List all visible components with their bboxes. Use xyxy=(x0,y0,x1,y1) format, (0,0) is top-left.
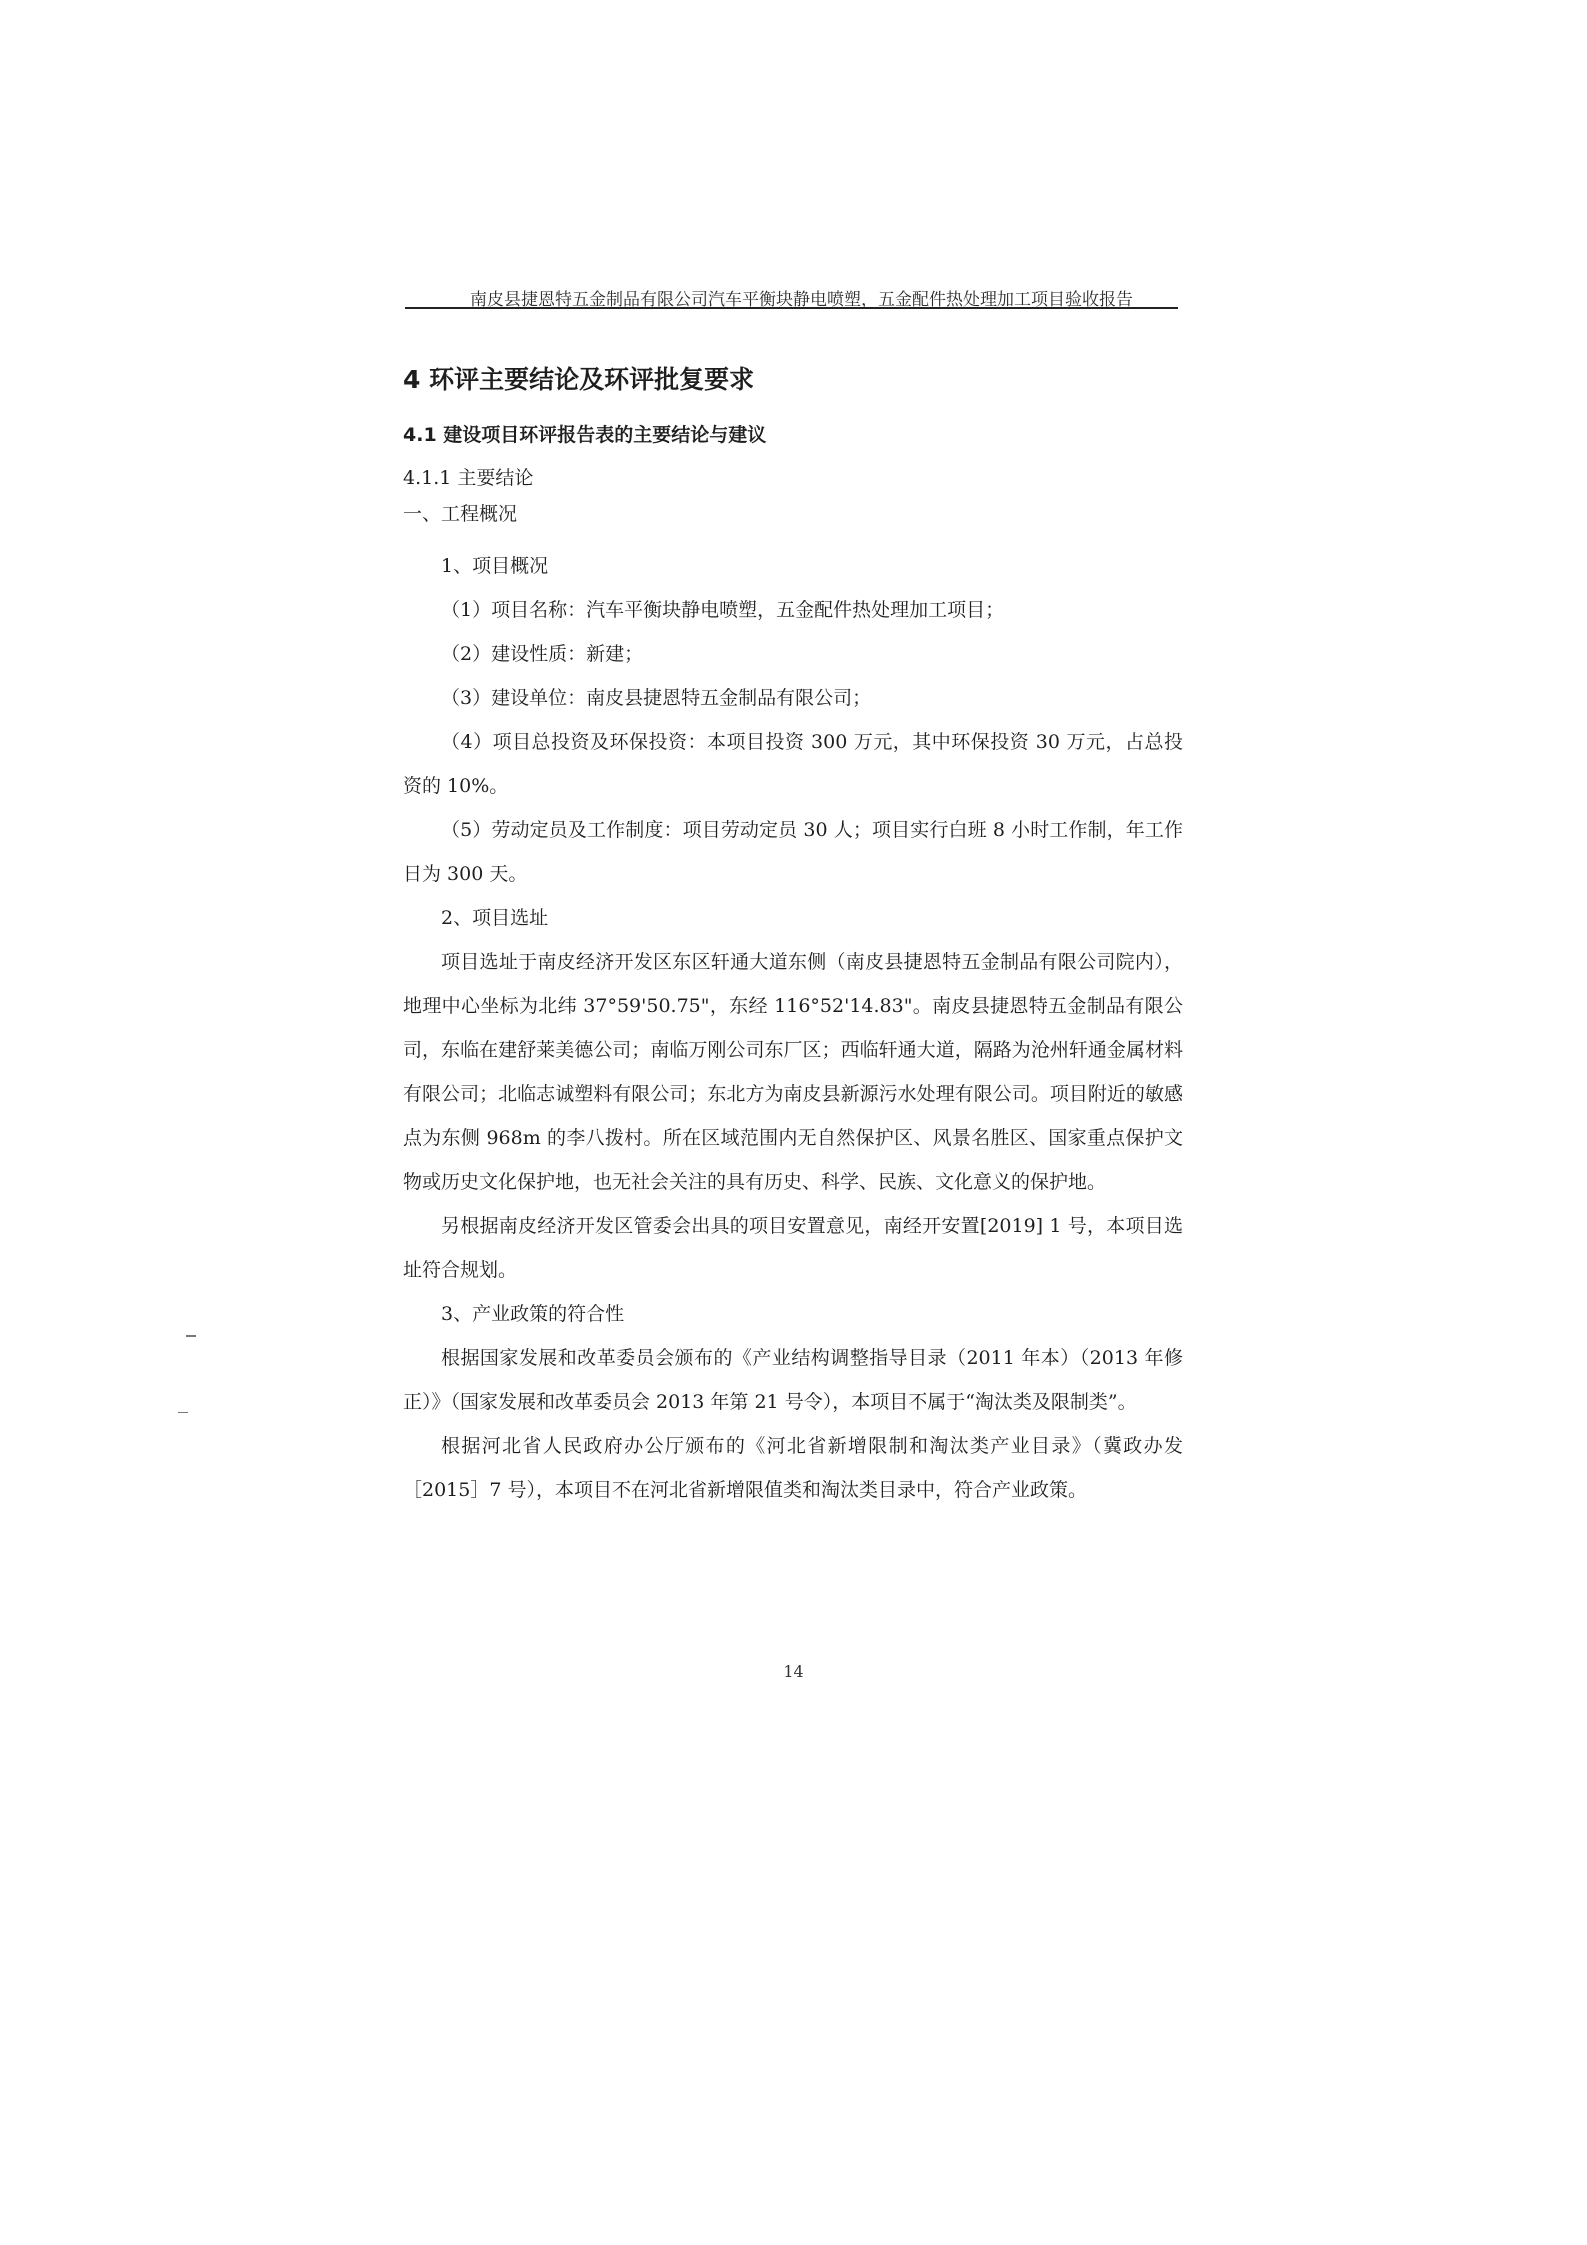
document-body xyxy=(403,362,1183,1512)
paragraph-provincial-policy: 根据河北省人民政府办公厅颁布的《河北省新增限制和淘汰类产业目录》（冀政办发［2015］7 号），本项目不在河北省新增限值类和淘汰类目录中，符合产业政策。 xyxy=(403,1435,1183,1501)
header-rule xyxy=(405,307,1178,309)
paragraph-staffing: （5）劳动定员及工作制度：项目劳动定员 30 人；项目实行白班 8 小时工作制，年工作日为 300 天。 xyxy=(403,819,1183,885)
page-number: 14 xyxy=(783,1662,804,1681)
paragraph-project-name: （1）项目名称：汽车平衡块静电喷塑，五金配件热处理加工项目； xyxy=(441,599,1005,621)
running-header: 南皮县捷恩特五金制品有限公司汽车平衡块静电喷塑，五金配件热处理加工项目验收报告 xyxy=(470,290,1133,310)
paragraph-policy-title: 3、产业政策的符合性 xyxy=(441,1303,625,1325)
section-heading: 4.1 建设项目环评报告表的主要结论与建议 xyxy=(403,424,767,446)
paragraph-site-approval: 另根据南皮经济开发区管委会出具的项目安置意见，南经开安置[2019] 1 号，本项目选址符合规划。 xyxy=(403,1215,1183,1281)
paragraph-investment: （4）项目总投资及环保投资：本项目投资 300 万元，其中环保投资 30 万元，占总投资的 10%。 xyxy=(403,731,1183,797)
part-heading: 一、工程概况 xyxy=(403,503,518,525)
paragraph-site-description: 项目选址于南皮经济开发区东区轩通大道东侧（南皮县捷恩特五金制品有限公司院内），地理中心坐标为北纬 37°59'50.75"，东经 116°52'14.83"。南皮县捷恩特五金制品有限公司，东临在建舒莱美德公司；南临万刚公司东厂区；西临轩通大道，隔路为沧州轩通金属材料有限公司；北临志诚塑料有限公司；东北方为南皮县新源污水处理有限公司。项目附近的敏感点为东侧 968m 的李八拨村。所在区域范围内无自然保护区、风景名胜区、国家重点保护文物或历史文化保护地，也无社会关注的具有历史、科学、民族、文化意义的保护地。 xyxy=(403,951,1183,1193)
chapter-heading: 4 环评主要结论及环评批复要求 xyxy=(403,365,755,394)
subsection-heading: 4.1.1 主要结论 xyxy=(403,467,534,489)
scan-artifact-mark xyxy=(186,1335,196,1337)
scan-artifact-mark xyxy=(178,1412,188,1413)
paragraph-construction-unit: （3）建设单位：南皮县捷恩特五金制品有限公司； xyxy=(441,687,872,709)
paragraph-national-policy: 根据国家发展和改革委员会颁布的《产业结构调整指导目录（2011 年本）（2013 年修正）》（国家发展和改革委员会 2013 年第 21 号令），本项目不属于“淘汰类及限制类”。 xyxy=(403,1347,1183,1413)
paragraph-site-title: 2、项目选址 xyxy=(441,907,549,929)
paragraph-project-overview-title: 1、项目概况 xyxy=(441,555,549,577)
paragraph-construction-nature: （2）建设性质：新建； xyxy=(441,643,644,665)
